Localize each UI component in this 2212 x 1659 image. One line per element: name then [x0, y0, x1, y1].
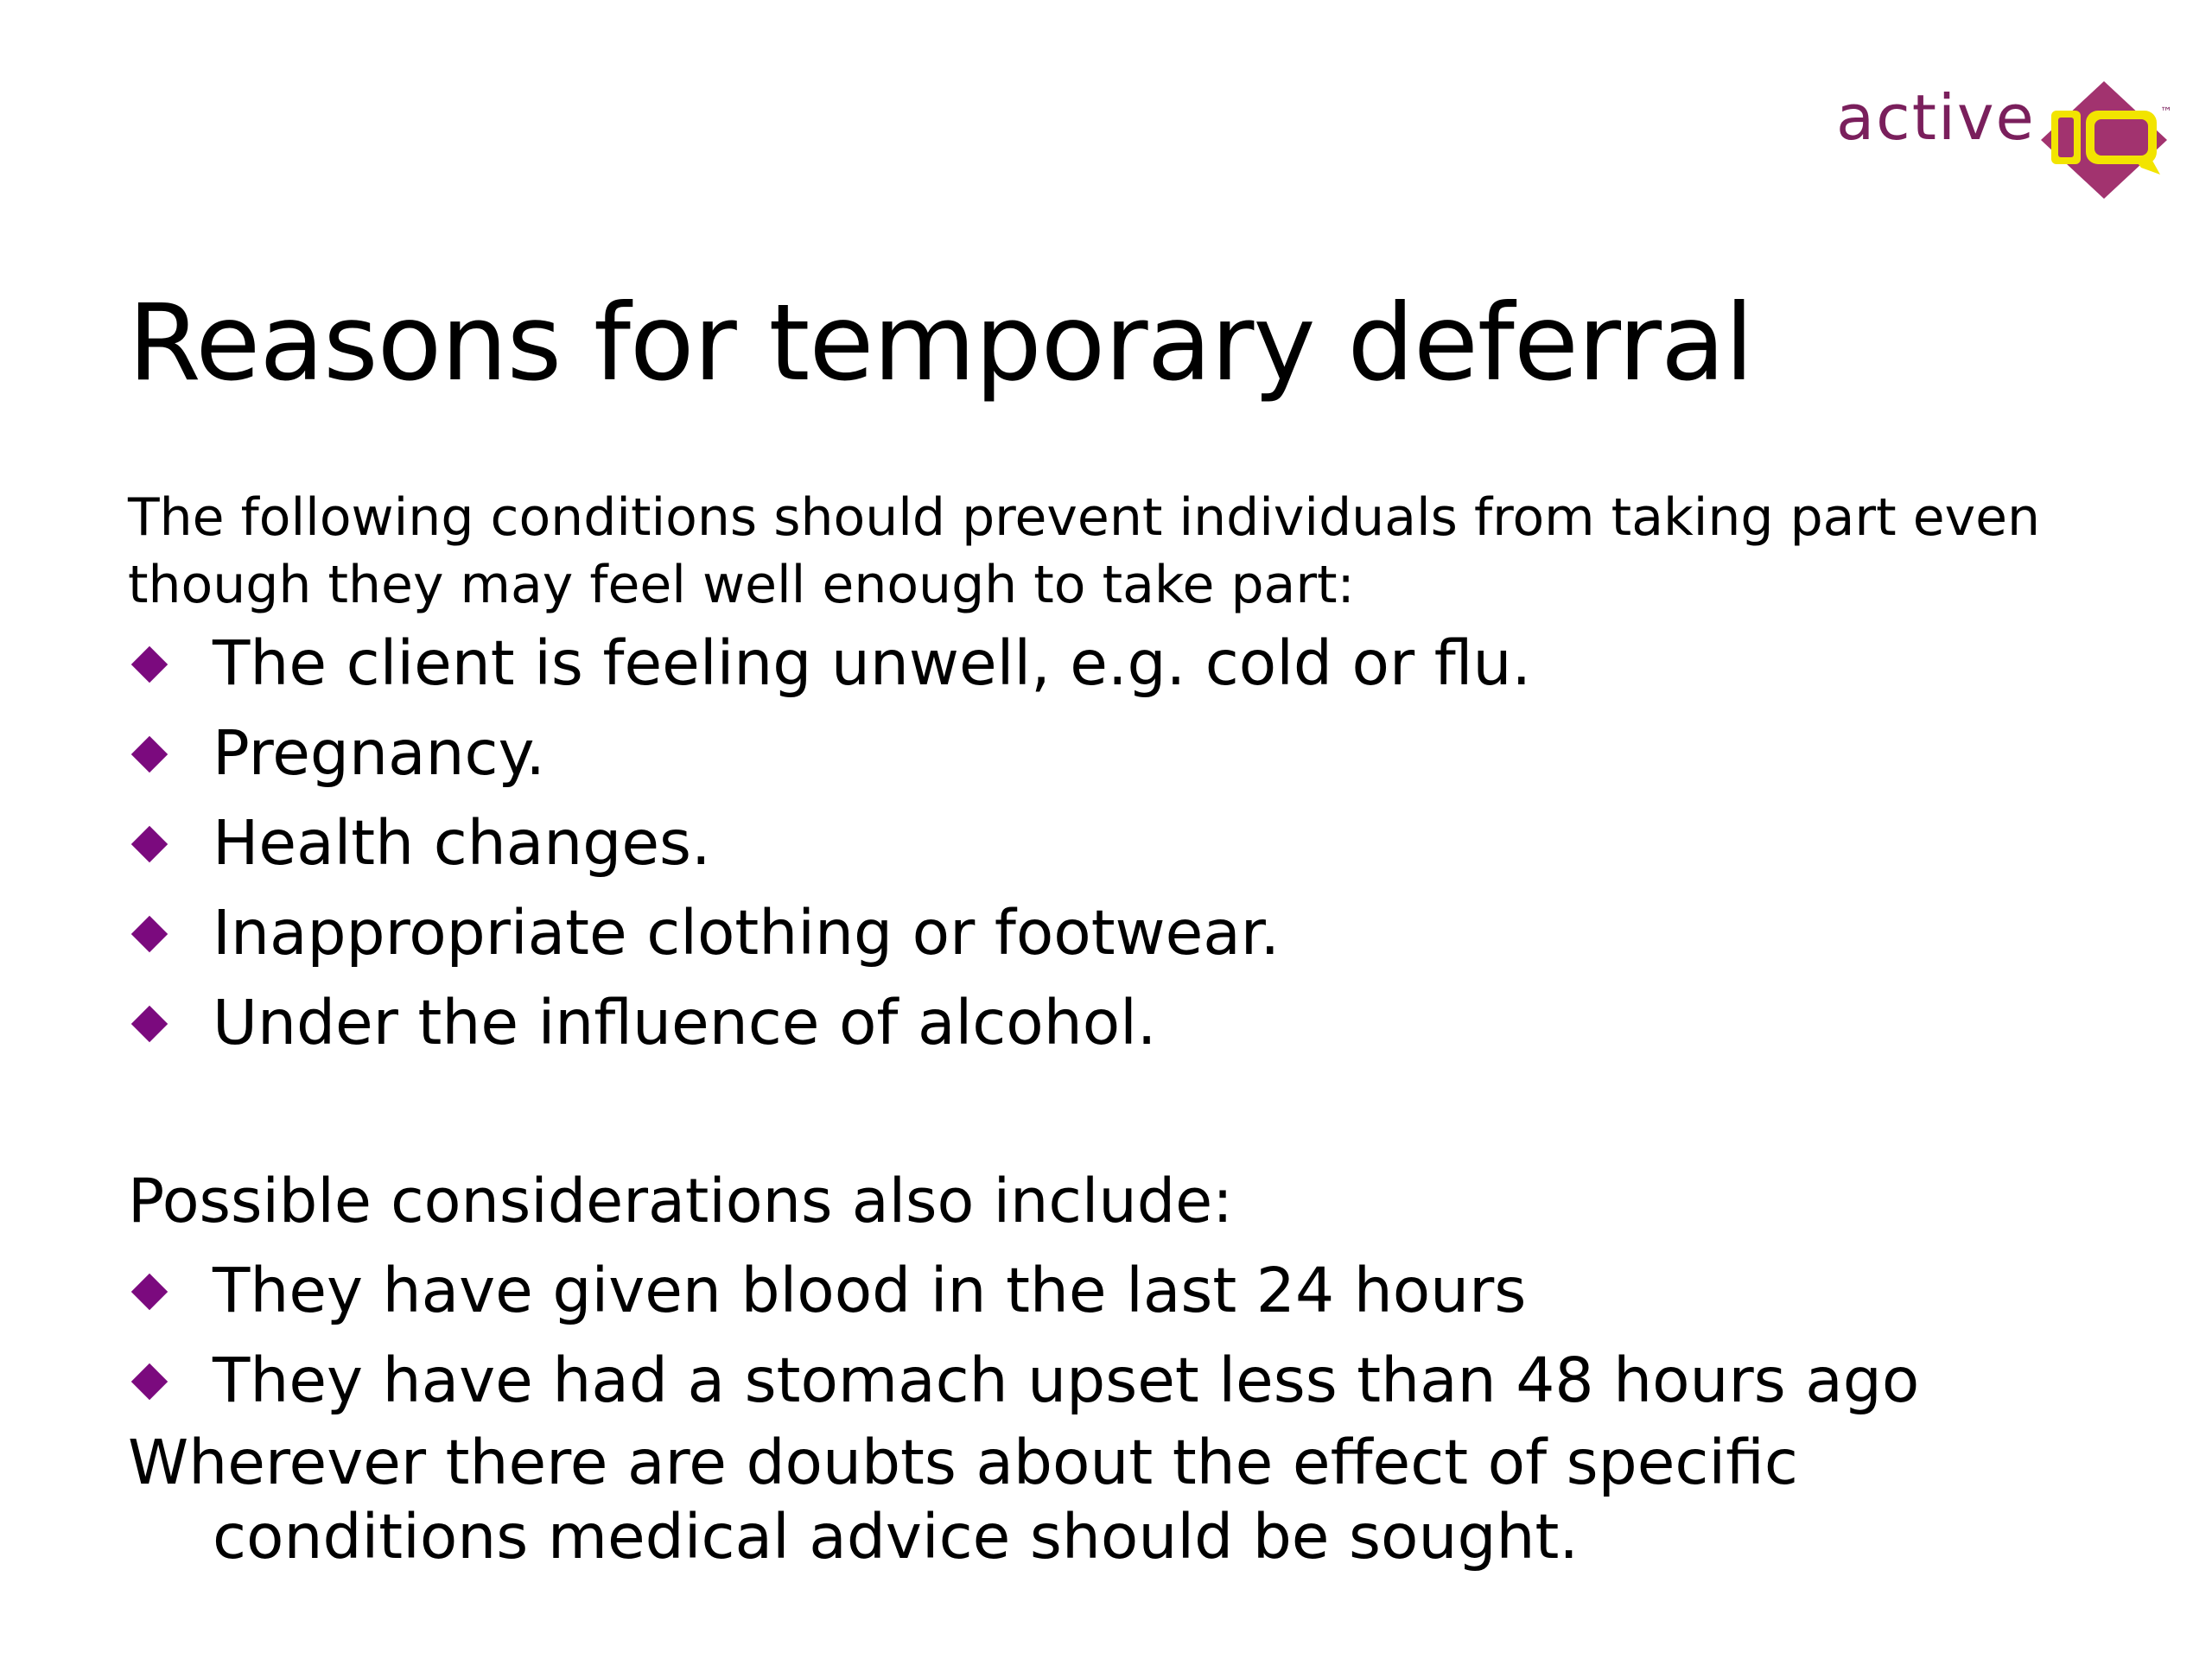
- list-item-text: They have given blood in the last 24 hours: [213, 1255, 1527, 1326]
- list-item-text: Inappropriate clothing or footwear.: [213, 897, 1281, 969]
- diamond-bullet-icon: [131, 826, 168, 862]
- closing-paragraph: Wherever there are doubts about the effect of specific conditions medical advice should be sought.: [128, 1427, 1798, 1573]
- diamond-bullet-icon: [131, 1363, 168, 1400]
- list-item-text: They have had a stomach upset less than 48 hours ago: [213, 1344, 1920, 1416]
- list-item-text: The client is feeling unwell, e.g. cold or flu.: [213, 627, 1532, 699]
- diamond-bullet-icon: [131, 1006, 168, 1042]
- considerations-list: [128, 1246, 2115, 1426]
- slide-content: [128, 484, 2115, 1574]
- diamond-bullet-icon: [131, 646, 168, 683]
- list-item: [128, 978, 2115, 1068]
- diamond-bullet-icon: [131, 736, 168, 772]
- list-item: [128, 1246, 2115, 1336]
- list-item-text: Health changes.: [213, 807, 711, 879]
- list-item-text: Under the influence of alcohol.: [213, 987, 1157, 1058]
- list-item: [128, 798, 2115, 888]
- list-item: [128, 709, 2115, 798]
- diamond-bullet-icon: [131, 916, 168, 952]
- active-iq-logo: [1832, 79, 2177, 209]
- deferral-list: [128, 619, 2115, 1068]
- logo-trademark: ™: [2160, 105, 2172, 119]
- logo-iq-icon: [2039, 79, 2169, 200]
- diamond-bullet-icon: [131, 1274, 168, 1310]
- list-item: [128, 888, 2115, 978]
- list-item: [128, 1336, 2115, 1426]
- list-item-text: Pregnancy.: [213, 717, 545, 789]
- considerations-heading: Possible considerations also include:: [128, 1166, 1233, 1236]
- list-item: [128, 619, 2115, 709]
- intro-paragraph: The following conditions should prevent individuals from taking part even though they may feel well enough to take part:: [128, 487, 2041, 615]
- logo-wordmark: active: [1836, 81, 2036, 154]
- slide-title: Reasons for temporary deferral: [128, 282, 1753, 404]
